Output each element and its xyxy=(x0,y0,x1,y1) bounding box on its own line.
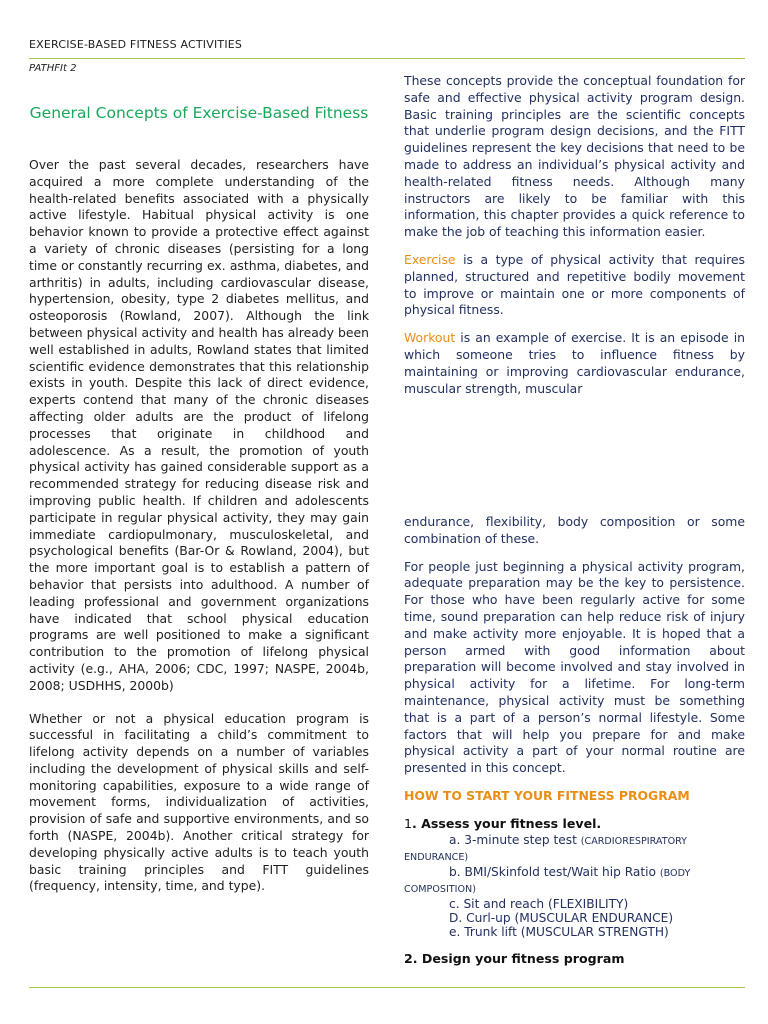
step-2: 2. Design your fitness program xyxy=(404,950,625,966)
fitness-program-heading: HOW TO START YOUR FITNESS PROGRAM xyxy=(404,787,690,803)
section-heading: General Concepts of Exercise-Based Fitness xyxy=(29,104,369,122)
workout-term: Workout xyxy=(404,330,456,346)
fitness-steps xyxy=(404,816,745,968)
footer-divider xyxy=(29,987,745,988)
beginning-paragraph: For people just beginning a physical activity program, adequate preparation may be the key to persistence. For those who have been regularly active for some time, sound preparation can help reduce risk of injury and make activity more enjoyable. It is hoped that a person armed with good information about preparation will become involved and stay involved in physical activity for a lifetime. For long-term maintenance, physical activity must be something that is a part of a person’s normal lifestyle. Some factors that will help you prepare for and make physical activity a part of your normal routine are presented in this concept. xyxy=(404,558,745,776)
exercise-def-text: is a type of physical activity that requires planned, structured and repetitive bodily movement to improve or maintain one or more components of physical fitness. xyxy=(404,251,745,318)
workout-definition xyxy=(404,330,745,397)
step-1 xyxy=(404,816,745,833)
step-1-title: . Assess your fitness level. xyxy=(412,815,602,831)
step-1-item-b xyxy=(404,865,745,897)
step-1-item-c: c. Sit and reach (FLEXIBILITY) xyxy=(449,896,629,911)
program-paragraph: Whether or not a physical education program is successful in facilitating a child’s commitment to lifelong activity depends on a number of variables including the development of physical skills and self-monitoring capabilities, exposure to a wide range of movement forms, individualization of activities, provision of safe and supportive environments, and so forth (NASPE, 2004b). Another critical strategy for developing physically active adults is to teach youth basic training principles and FITT guidelines (frequency, intensity, time, and type). xyxy=(29,710,369,894)
item-b-note: (BODY COMPOSITION) xyxy=(404,867,691,895)
item-a-note: (CARDIORESPIRATORY ENDURANCE) xyxy=(404,835,688,863)
right-column xyxy=(404,73,745,397)
concepts-paragraph: These concepts provide the conceptual foundation for safe and effective physical activity program design. Basic training principles are the scientific concepts that underlie program design decisions, and the FITT guidelines represent the key decisions that need to be made to address an individual’s physical activity and health-related fitness needs. Although many instructors are likely to be familiar with this information, this chapter provides a quick reference to make the job of teaching this information easier. xyxy=(404,73,745,240)
workout-continued: endurance, flexibility, body composition or some combination of these. xyxy=(404,514,745,546)
intro-paragraph xyxy=(29,157,369,695)
step-1-item-e: e. Trunk lift (MUSCULAR STRENGTH) xyxy=(449,924,669,939)
left-column xyxy=(29,157,369,895)
step-1-item-d: D. Curl-up (MUSCULAR ENDURANCE) xyxy=(449,910,674,925)
item-a-text: a. 3-minute step test xyxy=(449,832,581,847)
intro-text-a: Over the past several decades, researchers have acquired a more complete understanding of the health-related benefits associated with a physically active lifestyle. Habitual physical activity is one behavior known to provide a protective effect against a variety of chronic diseases xyxy=(29,157,369,256)
document-header-title: EXERCISE-BASED FITNESS ACTIVITIES xyxy=(29,38,243,51)
workout-def-text: is an example of exercise. It is an episode in which someone tries to influence fitness by maintaining or improving cardiovascular endurance, muscular strength, muscular xyxy=(404,330,745,396)
step-1-item-a xyxy=(404,833,745,865)
step-1-number: 1 xyxy=(404,815,413,831)
header-divider xyxy=(29,58,745,59)
item-b-text: b. BMI/Skinfold test/Wait hip Ratio xyxy=(449,864,660,879)
right-column-continued xyxy=(404,514,745,967)
exercise-term: Exercise xyxy=(404,251,456,267)
intro-text-c: in adults, including cardiovascular disease, hypertension, obesity, type 2 diabetes mellitus, and osteoporosis (Rowland, 2007). Although the link between physical activity and health has already been well established in adults, Rowland states that limited scientific evidence demonstrates that this relationship exists in youth. Despite this lack of direct evidence, experts contend that many of the chronic diseases affecting older adults are the product of lifelong processes that originate in childhood and adolescence. As a result, the promotion of youth physical activity has gained considerable support as a recommended strategy for reducing disease risk and improving public health. If children and adolescents participate in regular physical activity, they may gain immediate cardiopulmonary, musculoskeletal, and psychological benefits (Bar-Or & Rowland, 2004), but the more important goal is to establish a pattern of behavior that persists into adulthood. A number of leading professional and government organizations have indicated that school physical education programs are well positioned to make a significant contribution to the promotion of lifelong physical activity (e.g., AHA, 2006; CDC, 1997; NASPE, 2004b, 2008; USDHHS, 2000b) xyxy=(29,274,369,693)
intro-text-b: (persisting for a long time or constantly recurring ex. asthma, diabetes, and arthritis) xyxy=(29,240,369,290)
subject-code: PATHFIt 2 xyxy=(29,63,77,74)
exercise-definition xyxy=(404,252,745,319)
